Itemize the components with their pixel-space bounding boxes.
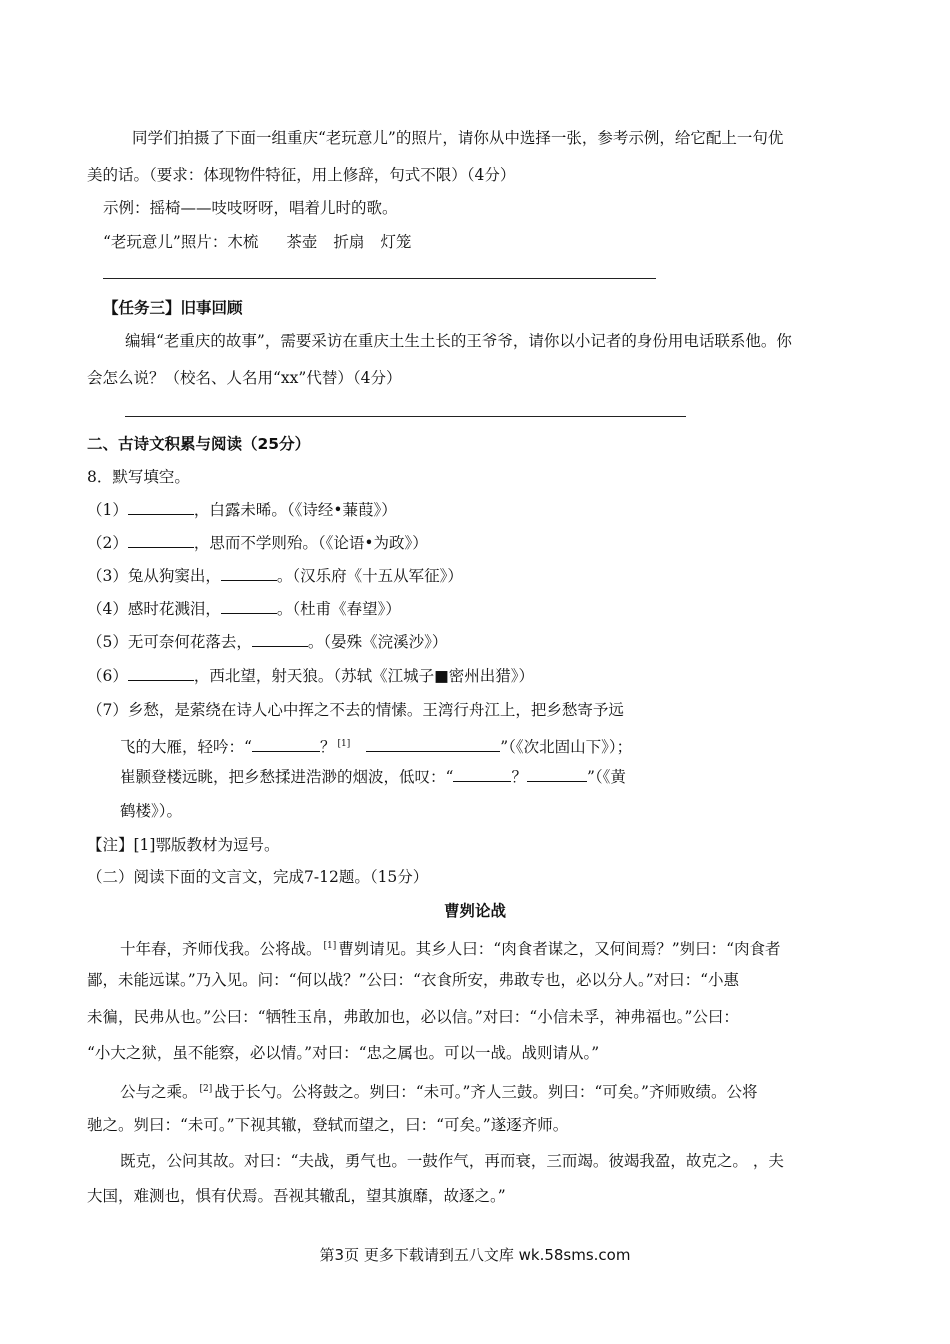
item-post: 。（汉乐府《十五从军征》） [276, 567, 463, 585]
passage-p1-line1 [120, 936, 781, 959]
passage-title: 曹刿论战 [443, 902, 506, 920]
item7-post: ”（《次北固山下》）； [500, 738, 633, 756]
fill-item-7-line1: （7）乡愁，是萦绕在诗人心中挥之不去的情愫。王湾行舟江上，把乡愁寄予远 [87, 701, 624, 719]
blank-6[interactable] [128, 666, 194, 681]
blank-1[interactable] [128, 500, 194, 515]
fill-item-7-line3 [120, 767, 626, 787]
fill-item-6 [87, 666, 534, 686]
page-footer: 第3页 更多下载请到五八文库 wk.58sms.com [319, 1246, 631, 1264]
blank-7d[interactable] [527, 767, 587, 782]
passage-p2-line2: 驰之。刿曰：“未可。”下视其辙，登轼而望之，曰：“可矣。”遂逐齐师。 [87, 1116, 569, 1134]
note-marker: [1] [337, 739, 351, 749]
item7-question-mark: ？ [319, 738, 336, 756]
item-number: （5） [87, 633, 128, 651]
item-number: （6） [87, 667, 128, 685]
item7-question-mark: ？ [511, 768, 527, 786]
fill-item-5 [87, 632, 447, 652]
item7-post: ”（《黄 [586, 768, 626, 786]
photo-teapot: 茶壶 [286, 233, 318, 251]
answer-line-task3 [125, 416, 686, 417]
item-post: ，西北望，射天狼。（苏轼《江城子■密州出猎》） [193, 667, 535, 685]
blank-5[interactable] [252, 632, 308, 647]
passage-p3-line1: 既克，公问其故。对曰：“夫战，勇气也。一鼓作气，再而衰，三而竭。彼竭我盈，故克之。 ，夫 [120, 1152, 784, 1170]
task3-intro-line1: 编辑“老重庆的故事”，需要采访在重庆土生土长的王爷爷，请你以小记者的身份用电话联系他。你 [125, 332, 792, 350]
fill-item-7-line4: 鹤楼》）。 [120, 802, 183, 820]
task2-intro-line1: 同学们拍摄了下面一组重庆“老玩意儿”的照片，请你从中选择一张，参考示例，给它配上一句优 [132, 129, 784, 147]
fill-item-2 [87, 533, 428, 553]
passage-p1-line2: 鄙，未能远谋。”乃入见。问：“何以战？”公曰：“衣食所安，弗敢专也，必以分人。”对曰：“小惠 [87, 971, 740, 989]
passage-p3-line2: 大国，难测也，惧有伏焉。吾视其辙乱，望其旗靡，故逐之。” [87, 1187, 506, 1205]
blank-3[interactable] [221, 566, 277, 581]
blank-2[interactable] [128, 533, 194, 548]
passage-p1-line3: 未徧，民弗从也。”公曰：“牺牲玉帛，弗敢加也，必以信。”对曰：“小信未孚，神弗福也。”公曰： [87, 1008, 739, 1026]
item-post: ，白露未晞。（《诗经•蒹葭》） [193, 501, 397, 519]
blank-7a[interactable] [252, 737, 320, 752]
task2-intro-line2: 美的话。（要求：体现物件特征，用上修辞，句式不限）（4分） [87, 166, 516, 184]
item-post: ，思而不学则殆。（《论语•为政》） [193, 534, 428, 552]
fill-item-3 [87, 566, 463, 586]
task2-example: 示例：摇椅——吱吱呀呀，唱着儿时的歌。 [103, 199, 398, 217]
fill-item-1 [87, 500, 397, 520]
answer-line-task2 [103, 278, 656, 279]
task2-photos [103, 232, 411, 252]
fill-item-4 [87, 599, 401, 619]
photo-fan: 折扇 [333, 233, 365, 251]
item-pre: 兔从狗窦出， [127, 567, 221, 585]
blank-7b[interactable] [366, 737, 500, 752]
text-segment: 战于长勺。公将鼓之。刿曰：“未可。”齐人三鼓。刿曰：“可矣。”齐师败绩。公将 [214, 1083, 758, 1101]
item-pre: 无可奈何花落去， [127, 633, 252, 651]
item-number: （1） [87, 501, 128, 519]
fill-item-7-line2 [120, 734, 632, 757]
item-number: （2） [87, 534, 128, 552]
blank-4[interactable] [221, 599, 277, 614]
passage-p2-line1 [120, 1079, 757, 1102]
task3-title: 【任务三】旧事回顾 [103, 299, 243, 317]
item7-pre: 飞的大雁，轻吟：“ [120, 738, 252, 756]
task3-intro-line2: 会怎么说？（校名、人名用“xx”代替）（4分） [87, 369, 402, 387]
item-number: （3） [87, 567, 128, 585]
photo-lantern: 灯笼 [380, 233, 412, 251]
item-pre: 感时花溅泪， [127, 600, 221, 618]
note-marker: [2] [199, 1084, 213, 1094]
item-number: （4） [87, 600, 128, 618]
footnote: 【注】[1]鄂版教材为逗号。 [87, 836, 280, 854]
q8-heading: 8．默写填空。 [87, 468, 190, 486]
passage-p1-line4: “小大之狱，虽不能察，必以情。”对曰：“忠之属也。可以一战。战则请从。” [87, 1044, 600, 1062]
photos-label: “老玩意儿”照片： [103, 233, 228, 251]
item-post: 。（杜甫《春望》） [276, 600, 401, 618]
note-marker: [1] [323, 941, 337, 951]
section2-title: 二、古诗文积累与阅读（25分） [87, 435, 311, 453]
text-segment: 十年春，齐师伐我。公将战。 [120, 940, 322, 958]
text-segment: 公与之乘。 [120, 1083, 198, 1101]
item-post: 。（晏殊《浣溪沙》） [307, 633, 448, 651]
text-segment: 曹刿请见。其乡人曰：“肉食者谋之，又何间焉？”刿曰：“肉食者 [338, 940, 781, 958]
photo-comb: 木梳 [227, 233, 259, 251]
part2-heading: （二）阅读下面的文言文，完成7-12题。（15分） [87, 868, 429, 886]
blank-7c[interactable] [453, 767, 511, 782]
item7-pre: 崔颢登楼远眺，把乡愁揉进浩渺的烟波，低叹：“ [120, 768, 454, 786]
